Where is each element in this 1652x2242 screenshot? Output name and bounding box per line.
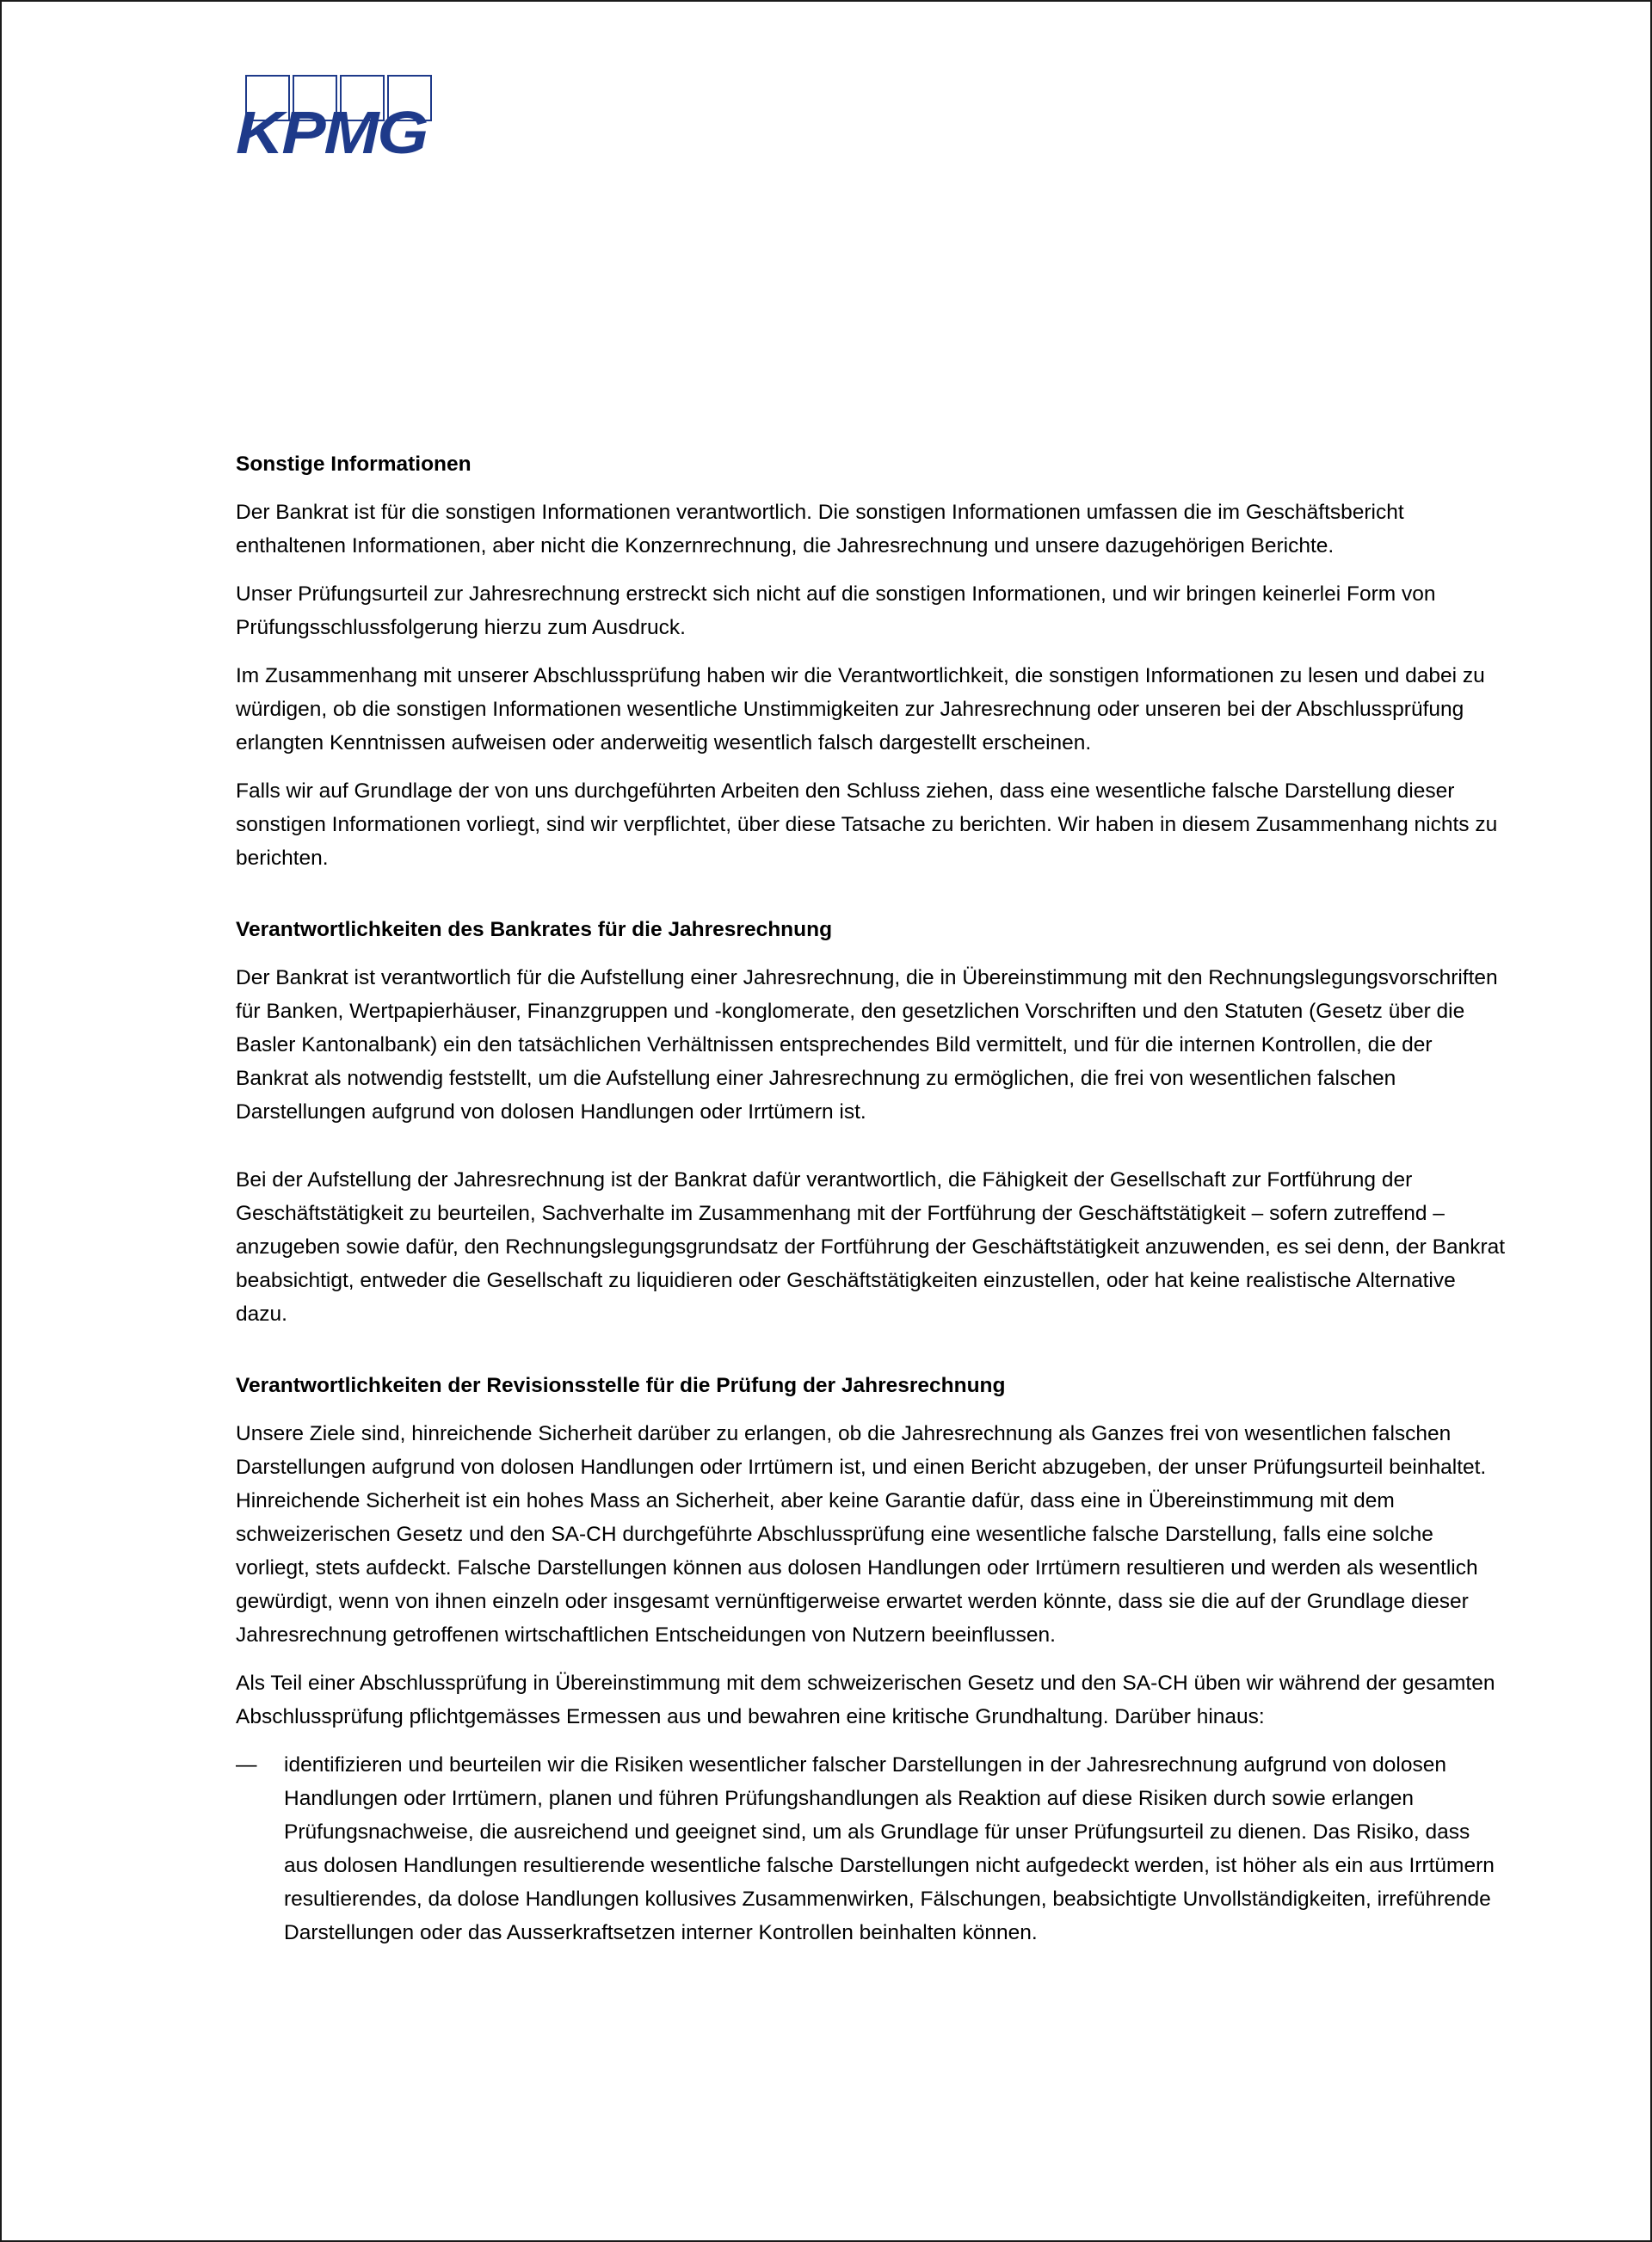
paragraph: Der Bankrat ist für die sonstigen Informationen verantwortlich. Die sonstigen Informationen umfassen die im Geschäftsbericht enthaltenen Informationen, aber nicht die Konzernrechnung, die Jahresrechnung und unsere dazugehörigen Berichte. bbox=[236, 501, 1404, 557]
paragraph: Bei der Aufstellung der Jahresrechnung ist der Bankrat dafür verantwortlich, die Fähigkeit der Gesellschaft zur Fortführung der Geschäftstätigkeit zu beurteilen, Sachverhalte im Zusammenhang mit der Fortführung der Geschäftstätigkeit – sofern zutreffend – anzugeben sowie dafür, den Rechnungslegungsgrundsatz der Fortführung der Geschäftstätigkeit anzuwenden, es sei denn, der Bankrat beabsichtigt, entweder die Gesellschaft zu liquidieren oder Geschäftstätigkeiten einzustellen, oder hat keine realistische Alternative dazu. bbox=[236, 1168, 1506, 1326]
list-item-text: identifizieren und beurteilen wir die Risiken wesentlicher falscher Darstellungen in der Jahresrechnung aufgrund von dolosen Handlungen oder Irrtümern, planen und führen Prüfungshandlungen als Reaktion auf diese Risiken durch sowie erlangen Prüfungsnachweise, die ausreichend und geeignet sind, um als Grundlage für unser Prüfungsurteil zu dienen. Das Risiko, dass aus dolosen Handlungen resultierende wesentliche falsche Darstellungen nicht aufgedeckt werden, ist höher als ein aus Irrtümern resultierendes, da dolose Handlungen kollusives Zusammenwirken, Fälschungen, beabsichtigte Unvollständigkeiten, irreführende Darstellungen oder das Ausserkraftsetzen interner Kontrollen beinhalten können. bbox=[284, 1753, 1495, 1944]
paragraph: Falls wir auf Grundlage der von uns durchgeführten Arbeiten den Schluss ziehen, dass eine wesentliche falsche Darstellung dieser sonstigen Informationen vorliegt, sind wir verpflichtet, über diese Tatsache zu berichten. Wir haben in diesem Zusammenhang nichts zu berichten. bbox=[236, 779, 1498, 870]
paragraph: Als Teil einer Abschlussprüfung in Übereinstimmung mit dem schweizerischen Gesetz und den SA-CH üben wir während der gesamten Abschlussprüfung pflichtgemässes Ermessen aus und bewahren eine kritische Grundhaltung. Darüber hinaus: bbox=[236, 1672, 1495, 1728]
section-verantwortlichkeiten-revisionsstelle bbox=[236, 1369, 1509, 1949]
paragraph: Unser Prüfungsurteil zur Jahresrechnung erstreckt sich nicht auf die sonstigen Informationen, und wir bringen keinerlei Form von Prüfungsschlussfolgerung hierzu zum Ausdruck. bbox=[236, 582, 1436, 639]
kpmg-logo bbox=[236, 74, 434, 157]
section-verantwortlichkeiten-bankrat bbox=[236, 913, 1509, 1331]
list-item bbox=[236, 1748, 1509, 1949]
document-body bbox=[236, 447, 1509, 1949]
dash-bullet: — bbox=[236, 1753, 257, 1777]
paragraph: Im Zusammenhang mit unserer Abschlussprüfung haben wir die Verantwortlichkeit, die sonstigen Informationen zu lesen und dabei zu würdigen, ob die sonstigen Informationen wesentliche Unstimmigkeiten zur Jahresrechnung oder unseren bei der Abschlussprüfung erlangten Kenntnissen aufweisen oder anderweitig wesentlich falsch dargestellt erscheinen. bbox=[236, 664, 1485, 755]
dash-list bbox=[236, 1748, 1509, 1949]
section-heading: Sonstige Informationen bbox=[236, 453, 472, 476]
section-heading: Verantwortlichkeiten der Revisionsstelle für die Prüfung der Jahresrechnung bbox=[236, 1374, 1006, 1397]
logo-text: KPMG bbox=[236, 99, 428, 157]
paragraph: Unsere Ziele sind, hinreichende Sicherheit darüber zu erlangen, ob die Jahresrechnung als Ganzes frei von wesentlichen falschen Darstellungen aufgrund von dolosen Handlungen oder Irrtümern ist, und einen Bericht abzugeben, der unser Prüfungsurteil beinhaltet. Hinreichende Sicherheit ist ein hohes Mass an Sicherheit, aber keine Garantie dafür, dass eine in Übereinstimmung mit dem schweizerischen Gesetz und den SA-CH durchgeführte Abschlussprüfung eine wesentliche falsche Darstellung, falls eine solche vorliegt, stets aufdeckt. Falsche Darstellungen können aus dolosen Handlungen oder Irrtümern resultieren und werden als wesentlich gewürdigt, wenn von ihnen einzeln oder insgesamt vernünftigerweise erwartet werden könnte, dass sie die auf der Grundlage dieser Jahresrechnung getroffenen wirtschaftlichen Entscheidungen von Nutzern beeinflussen. bbox=[236, 1422, 1487, 1647]
paragraph: Der Bankrat ist verantwortlich für die Aufstellung einer Jahresrechnung, die in Übereinstimmung mit den Rechnungslegungsvorschriften für Banken, Wertpapierhäuser, Finanzgruppen und -konglomerate, den gesetzlichen Vorschriften und den Statuten (Gesetz über die Basler Kantonalbank) ein den tatsächlichen Verhältnissen entsprechendes Bild vermittelt, und für die internen Kontrollen, die der Bankrat als notwendig feststellt, um die Aufstellung einer Jahresrechnung zu ermöglichen, die frei von wesentlichen falschen Darstellungen aufgrund von dolosen Handlungen oder Irrtümern ist. bbox=[236, 966, 1498, 1124]
section-heading: Verantwortlichkeiten des Bankrates für die Jahresrechnung bbox=[236, 918, 833, 941]
section-sonstige-informationen bbox=[236, 447, 1509, 875]
